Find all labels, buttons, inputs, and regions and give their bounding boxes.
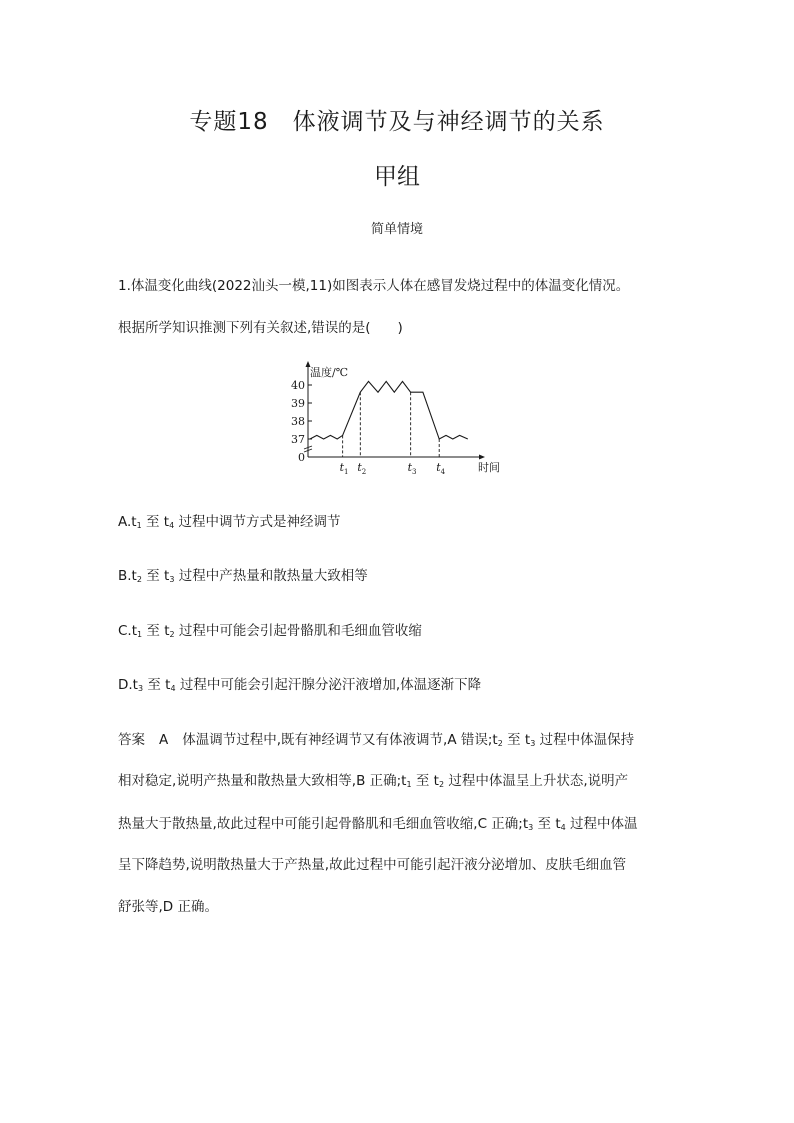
y-tick-label: 37 [291, 433, 305, 446]
y-tick-label: 0 [298, 451, 305, 464]
answer-line-5: 舒张等,D 正确。 [118, 899, 218, 915]
temperature-curve [310, 381, 468, 439]
x-tick-label: $t_1$ [339, 461, 349, 476]
option-c[interactable]: $C.t_1$ 至 $t_2$ 过程中可能会引起骨骼肌和毛细血管收缩 [118, 623, 422, 639]
section-label: 简单情境 [370, 222, 423, 237]
x-tick-label: $t_3$ [407, 461, 417, 476]
y-axis-label: 温度/℃ [310, 366, 349, 379]
answer-line-4: 呈下降趋势,说明散热量大于产热量,故此过程中可能引起汗液分泌增加、皮肤毛细血管 [118, 857, 627, 873]
option-a[interactable]: $A.t_1$ 至 $t_4$ 过程中调节方式是神经调节 [118, 514, 341, 530]
y-tick-label: 38 [291, 415, 305, 428]
question-stem-line2: 根据所学知识推测下列有关叙述,错误的是( ) [118, 320, 403, 336]
x-axis-arrow [479, 455, 485, 460]
y-tick-label: 39 [291, 397, 305, 410]
y-axis-arrow [306, 361, 311, 367]
x-axis-label: 时间 [478, 461, 500, 474]
question-stem-line1: 1.体温变化曲线(2022汕头一模,11)如图表示人体在感冒发烧过程中的体温变化情况。 [118, 278, 630, 294]
page-title: 专题18 体液调节及与神经调节的关系 [189, 109, 605, 135]
option-b[interactable]: $B.t_2$ 至 $t_3$ 过程中产热量和散热量大致相等 [118, 568, 368, 584]
answer-line-1: 答案 A 体温调节过程中,既有神经调节又有体液调节,A 错误$;t_2$ 至 $t_3$ 过程中体温保持 [118, 732, 635, 748]
answer-line-3: 热量大于散热量,故此过程中可能引起骨骼肌和毛细血管收缩,C 正确$;t_3$ 至 $t_4$ 过程中体温 [118, 816, 638, 832]
x-tick-label: $t_2$ [357, 461, 367, 476]
answer-line-2: 相对稳定,说明产热量和散热量大致相等,B 正确$;t_1$ 至 $t_2$ 过程中体温呈上升状态,说明产 [118, 773, 629, 789]
option-d[interactable]: $D.t_3$ 至 $t_4$ 过程中可能会引起汗腺分泌汗液增加,体温逐渐下降 [118, 677, 482, 693]
group-title: 甲组 [374, 164, 420, 190]
y-tick-label: 40 [291, 379, 305, 392]
temperature-chart [280, 355, 520, 480]
x-tick-label: $t_4$ [436, 461, 446, 476]
